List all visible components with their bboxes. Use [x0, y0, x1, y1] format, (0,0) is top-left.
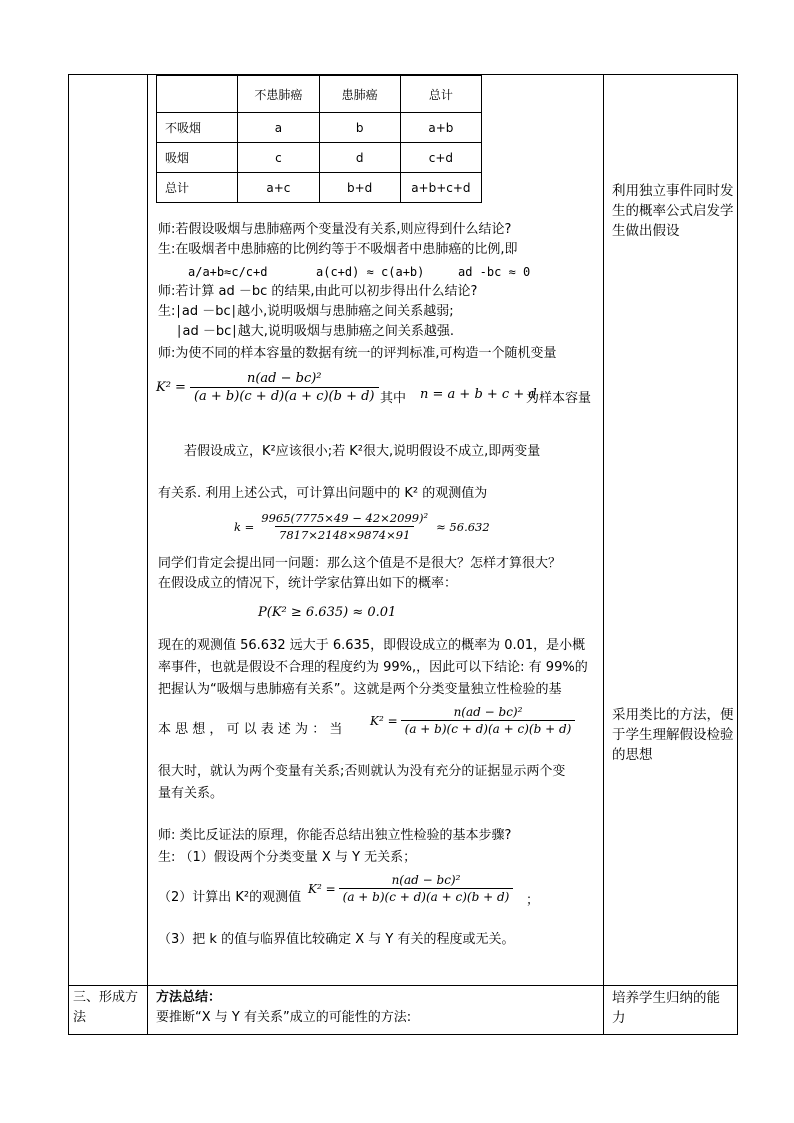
table-cell: a+c — [238, 173, 319, 203]
table-cell: c — [238, 143, 319, 173]
text-line: 现在的观测值 56.632 远大于 6.635，即假设成立的概率为 0.01，是小概 — [158, 638, 586, 653]
k-value-formula — [234, 511, 490, 542]
formula-lhs: K² = — [308, 881, 336, 896]
summary-note-cell — [604, 986, 738, 1035]
section-title: 三、形成方法 — [73, 990, 139, 1025]
table-row — [157, 113, 482, 143]
text-line: （3）把 k 的值与临界值比较确定 X 与 Y 有关的程度或无关。 — [158, 932, 515, 947]
formula-suffix: 为样本容量 — [526, 391, 592, 406]
lesson-content-cell — [148, 75, 604, 986]
table-cell: 不吸烟 — [157, 113, 238, 143]
table-cell: 不患肺癌 — [238, 76, 319, 113]
text-line: 在假设成立的情况下，统计学家估算出如下的概率： — [158, 576, 458, 591]
table-cell: 总计 — [157, 173, 238, 203]
formula-fraction — [339, 873, 514, 904]
text-line: a(c+d) ≈ c(a+b) — [316, 265, 425, 279]
section-cell-empty — [69, 75, 148, 986]
text-line: ad -bc ≈ 0 — [458, 265, 531, 279]
text-line: 有关系. 利用上述公式，可计算出问题中的 K² 的观测值为 — [158, 486, 488, 501]
summary-cell — [148, 986, 604, 1035]
formula-numerator: n(ad − bc)² — [246, 371, 322, 386]
table-cell: d — [319, 143, 400, 173]
table-row — [157, 76, 482, 113]
formula-fraction — [190, 371, 379, 404]
k2-formula-step — [308, 873, 513, 904]
formula-end: ； — [526, 893, 540, 908]
formula-result: ≈ 56.632 — [436, 519, 490, 534]
table-cell: c+d — [400, 143, 481, 173]
table-cell: a+b — [400, 113, 481, 143]
notes-cell — [604, 75, 738, 986]
text-line: 把握认为“吸烟与患肺癌有关系”。这就是两个分类变量独立性检验的基 — [158, 682, 562, 697]
formula-lhs: K² = — [370, 713, 398, 728]
formula-lhs: K² = — [156, 380, 186, 395]
table-row — [157, 143, 482, 173]
formula-numerator: n(ad − bc)² — [453, 705, 523, 719]
text-line: 率事件，也就是假设不合理的程度约为 99%,，因此可以下结论: 有 99%的 — [158, 660, 588, 675]
table-cell: b — [319, 113, 400, 143]
sample-size-formula: n = a + b + c + d — [420, 387, 537, 402]
formula-denominator: 7817×2148×9874×91 — [275, 526, 414, 542]
table-cell: 患肺癌 — [319, 76, 400, 113]
text-line: 同学们肯定会提出同一问题：那么这个值是不是很大？怎样才算很大？ — [158, 556, 562, 571]
text-line: 师: 类比反证法的原理，你能否总结出独立性检验的基本步骤? — [158, 828, 512, 843]
formula-fraction — [257, 511, 432, 542]
text-line: （2）计算出 K²的观测值 — [158, 890, 302, 905]
contingency-table — [156, 75, 482, 203]
summary-text: 要推断“X 与 Y 有关系”成立的可能性的方法: — [156, 1010, 412, 1025]
k2-formula — [156, 371, 379, 404]
summary-content — [148, 986, 603, 1030]
text-line: ∣ad －bc∣越大,说明吸烟与患肺癌之间关系越强. — [176, 324, 455, 339]
table-cell — [157, 76, 238, 113]
formula-denominator: (a + b)(c + d)(a + c)(b + d) — [401, 720, 576, 736]
text-line: 生:在吸烟者中患肺癌的比例约等于不吸烟者中患肺癌的比例,即 — [158, 242, 518, 257]
text-line: 师:为使不同的样本容量的数据有统一的评判标准,可构造一个随机变量 — [158, 346, 557, 361]
text-line: 生: （1）假设两个分类变量 X 与 Y 无关系； — [158, 850, 417, 865]
formula-denominator: (a + b)(c + d)(a + c)(b + d) — [190, 387, 379, 404]
table-cell: a — [238, 113, 319, 143]
table-cell: b+d — [319, 173, 400, 203]
table-row — [157, 173, 482, 203]
text-line: a/a+b≈c/c+d — [188, 265, 268, 279]
formula-numerator: n(ad − bc)² — [391, 873, 461, 887]
formula-denominator: (a + b)(c + d)(a + c)(b + d) — [339, 888, 514, 904]
side-note: 利用独立事件同时发生的概率公式启发学生做出假设 — [612, 183, 734, 239]
formula-where: 其中 — [380, 391, 407, 406]
text-line: 若假设成立，K²应该很小;若 K²很大,说明假设不成立,即两变量 — [184, 444, 541, 459]
probability-formula: P(K² ≥ 6.635) ≈ 0.01 — [258, 605, 397, 620]
summary-title: 方法总结： — [156, 990, 222, 1005]
text-line: 师:若假设吸烟与患肺癌两个变量没有关系,则应得到什么结论? — [158, 222, 512, 237]
text-line: 本 思 想 ， 可 以 表 述 为 ： 当 — [158, 722, 343, 737]
text-line: 很大时，就认为两个变量有关系;否则就认为没有充分的证据显示两个变 — [158, 764, 566, 779]
table-cell: 吸烟 — [157, 143, 238, 173]
table-cell: a+b+c+d — [400, 173, 481, 203]
side-note: 培养学生归纳的能力 — [612, 990, 720, 1026]
formula-numerator: 9965(7775×49 − 42×2099)² — [261, 511, 429, 525]
text-line: 师:若计算 ad －bc 的结果,由此可以初步得出什么结论? — [158, 284, 478, 299]
text-line: 量有关系。 — [158, 786, 224, 801]
formula-fraction — [401, 705, 576, 736]
table-cell: 总计 — [400, 76, 481, 113]
section-cell — [69, 986, 148, 1035]
side-note: 采用类比的方法，便于学生理解假设检验的思想 — [612, 707, 734, 763]
text-line: 生:∣ad －bc∣越小,说明吸烟与患肺癌之间关系越弱; — [158, 304, 454, 319]
formula-lhs: k = — [234, 519, 255, 534]
k2-formula-inline — [370, 705, 575, 736]
lesson-table — [68, 74, 738, 1035]
